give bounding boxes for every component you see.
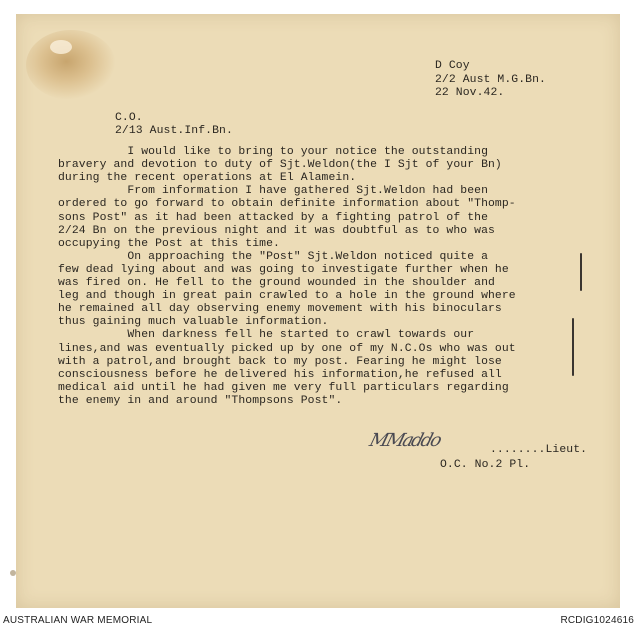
body-line: ordered to go forward to obtain definite information about "Thomp-: [58, 198, 516, 211]
body-line: was fired on. He fell to the ground wounded in the shoulder and: [58, 277, 495, 289]
body-line: On approaching the "Post" Sjt.Weldon noticed quite a: [58, 250, 489, 263]
margin-mark: [580, 253, 582, 291]
body-line: the enemy in and around "Thompsons Post".: [58, 394, 343, 407]
paper-spot: [10, 570, 16, 576]
sender-battalion: 2/2 Aust M.G.Bn.: [435, 74, 546, 86]
body-line: he remained all day observing enemy movement with his binoculars: [58, 303, 502, 316]
body-line: thus gaining much valuable information.: [58, 316, 329, 329]
stain-highlight: [50, 40, 72, 54]
body-line: When darkness fell he started to crawl towards our: [58, 329, 475, 342]
body-line: occupying the Post at this time.: [58, 237, 280, 250]
body-line: consciousness before he delivered his information,he refused all: [58, 368, 502, 381]
addressee-battalion: 2/13 Aust.Inf.Bn.: [115, 125, 233, 137]
body-line: sons Post" as it had been attacked by a fighting patrol of the: [58, 211, 489, 224]
footer-record-id: RCDIG1024616: [560, 615, 634, 626]
signature-rank: ........Lieut.: [490, 444, 588, 456]
body-line: 2/24 Bn on the previous night and it was doubtful as to who was: [58, 224, 495, 237]
stain-mark: [26, 30, 116, 100]
letter-date: 22 Nov.42.: [435, 87, 505, 99]
body-line: leg and though in great pain crawled to a hole in the ground where: [58, 290, 516, 303]
addressee-title: C.O.: [115, 112, 143, 124]
body-line: few dead lying about and was going to investigate further when he: [58, 263, 509, 276]
body-line: bravery and devotion to duty of Sjt.Weldon(the I Sjt of your Bn): [58, 159, 502, 172]
signature-title: O.C. No.2 Pl.: [440, 459, 531, 471]
body-line: with a patrol,and brought back to my post. Fearing he might lose: [58, 355, 502, 368]
body-line: lines,and was eventually picked up by one of my N.C.Os who was out: [58, 342, 516, 355]
body-line: during the recent operations at El Alamein.: [58, 172, 357, 185]
body-line: I would like to bring to your notice the outstanding: [58, 146, 489, 158]
footer-institution: AUSTRALIAN WAR MEMORIAL: [3, 615, 153, 626]
handwritten-signature: MMaddo: [367, 430, 443, 451]
margin-mark: [572, 318, 574, 376]
body-line: medical aid until he had given me very full particulars regarding: [58, 381, 509, 394]
sender-unit: D Coy: [435, 60, 470, 72]
body-line: From information I have gathered Sjt.Weldon had been: [58, 185, 489, 198]
